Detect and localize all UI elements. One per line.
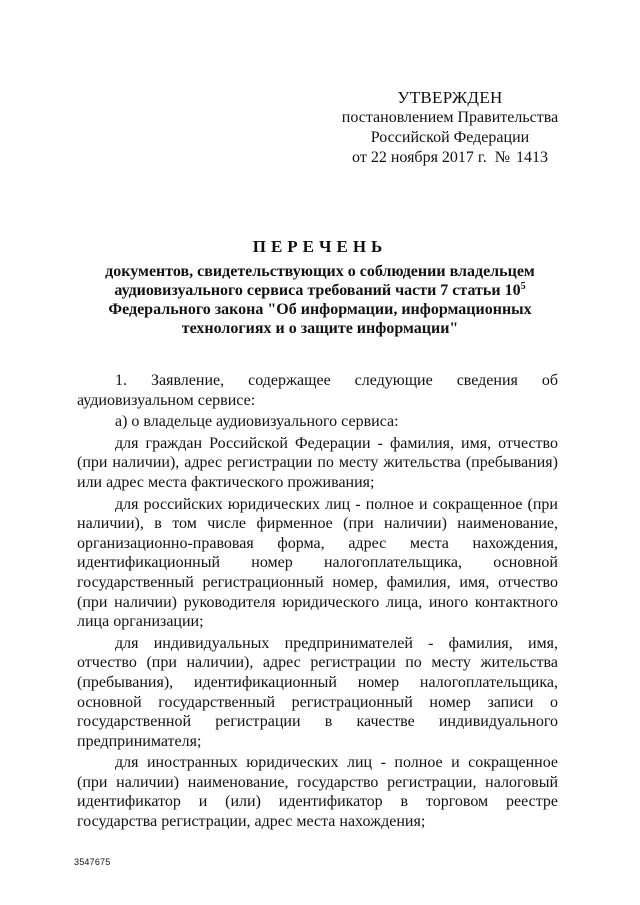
approval-line-1: постановлением Правительства (341, 109, 559, 126)
subtitle-line-2 (80, 281, 560, 300)
approval-number: 1413 (515, 149, 548, 166)
paragraph-5: для индивидуальных предпринимателей - фамилия, имя, отчество (при наличии), адрес регистрации по месту жительства (пребывания), идентификационный номер налогоплательщика, основной государственный регистрационный номер записи о государственной регистрации в качестве индивидуального предпринимателя; (77, 634, 558, 750)
paragraph-2: а) о владельце аудиовизуального сервиса: (115, 413, 399, 431)
document-title: ПЕРЕЧЕНЬ (252, 237, 388, 256)
approval-line-2: Российской Федерации (370, 129, 530, 146)
approval-date: от 22 ноября 2017 г. (352, 149, 487, 166)
subtitle-line-1: документов, свидетельствующих о соблюдении владельцем (105, 263, 535, 280)
subtitle-superscript: 5 (520, 281, 526, 292)
subtitle-line-3: Федерального закона "Об информации, информационных (108, 301, 532, 318)
document-body (77, 371, 558, 834)
approval-number-sign: № (494, 149, 510, 166)
approval-date-line (330, 148, 570, 168)
approval-title: УТВЕРЖДЕН (397, 88, 503, 107)
subtitle-line-2-text: аудиовизуального сервиса требований части 7 статьи 10 (114, 282, 521, 299)
paragraph-3: для граждан Российской Федерации - фамилия, имя, отчество (при наличии), адрес регистрации по месту жительства (пребывания) или адрес места фактического проживания; (77, 434, 558, 491)
approval-stamp (330, 88, 570, 168)
document-code: 3547675 (74, 857, 111, 867)
paragraph-6: для иностранных юридических лиц - полное и сокращенное (при наличии) наименование, государство регистрации, налоговый идентификатор и (или) идентификатор в торговом реестре государства регистрации, адрес места нахождения; (77, 754, 558, 831)
paragraph-1: 1. Заявление, содержащее следующие сведения об аудиовизуальном сервисе: (77, 372, 558, 409)
document-subtitle (80, 262, 560, 338)
subtitle-line-4: технологиях и о защите информации" (181, 320, 459, 337)
paragraph-4: для российских юридических лиц - полное и сокращенное (при наличии), в том числе фирменное (при наличии) наименование, организационно-правовая форма, адрес места нахождения, идентификационный номер налогоплательщика, основной государственный регистрационный номер, фамилия, имя, отчество (при наличии) руководителя юридического лица, иного контактного лица организации; (77, 495, 558, 631)
